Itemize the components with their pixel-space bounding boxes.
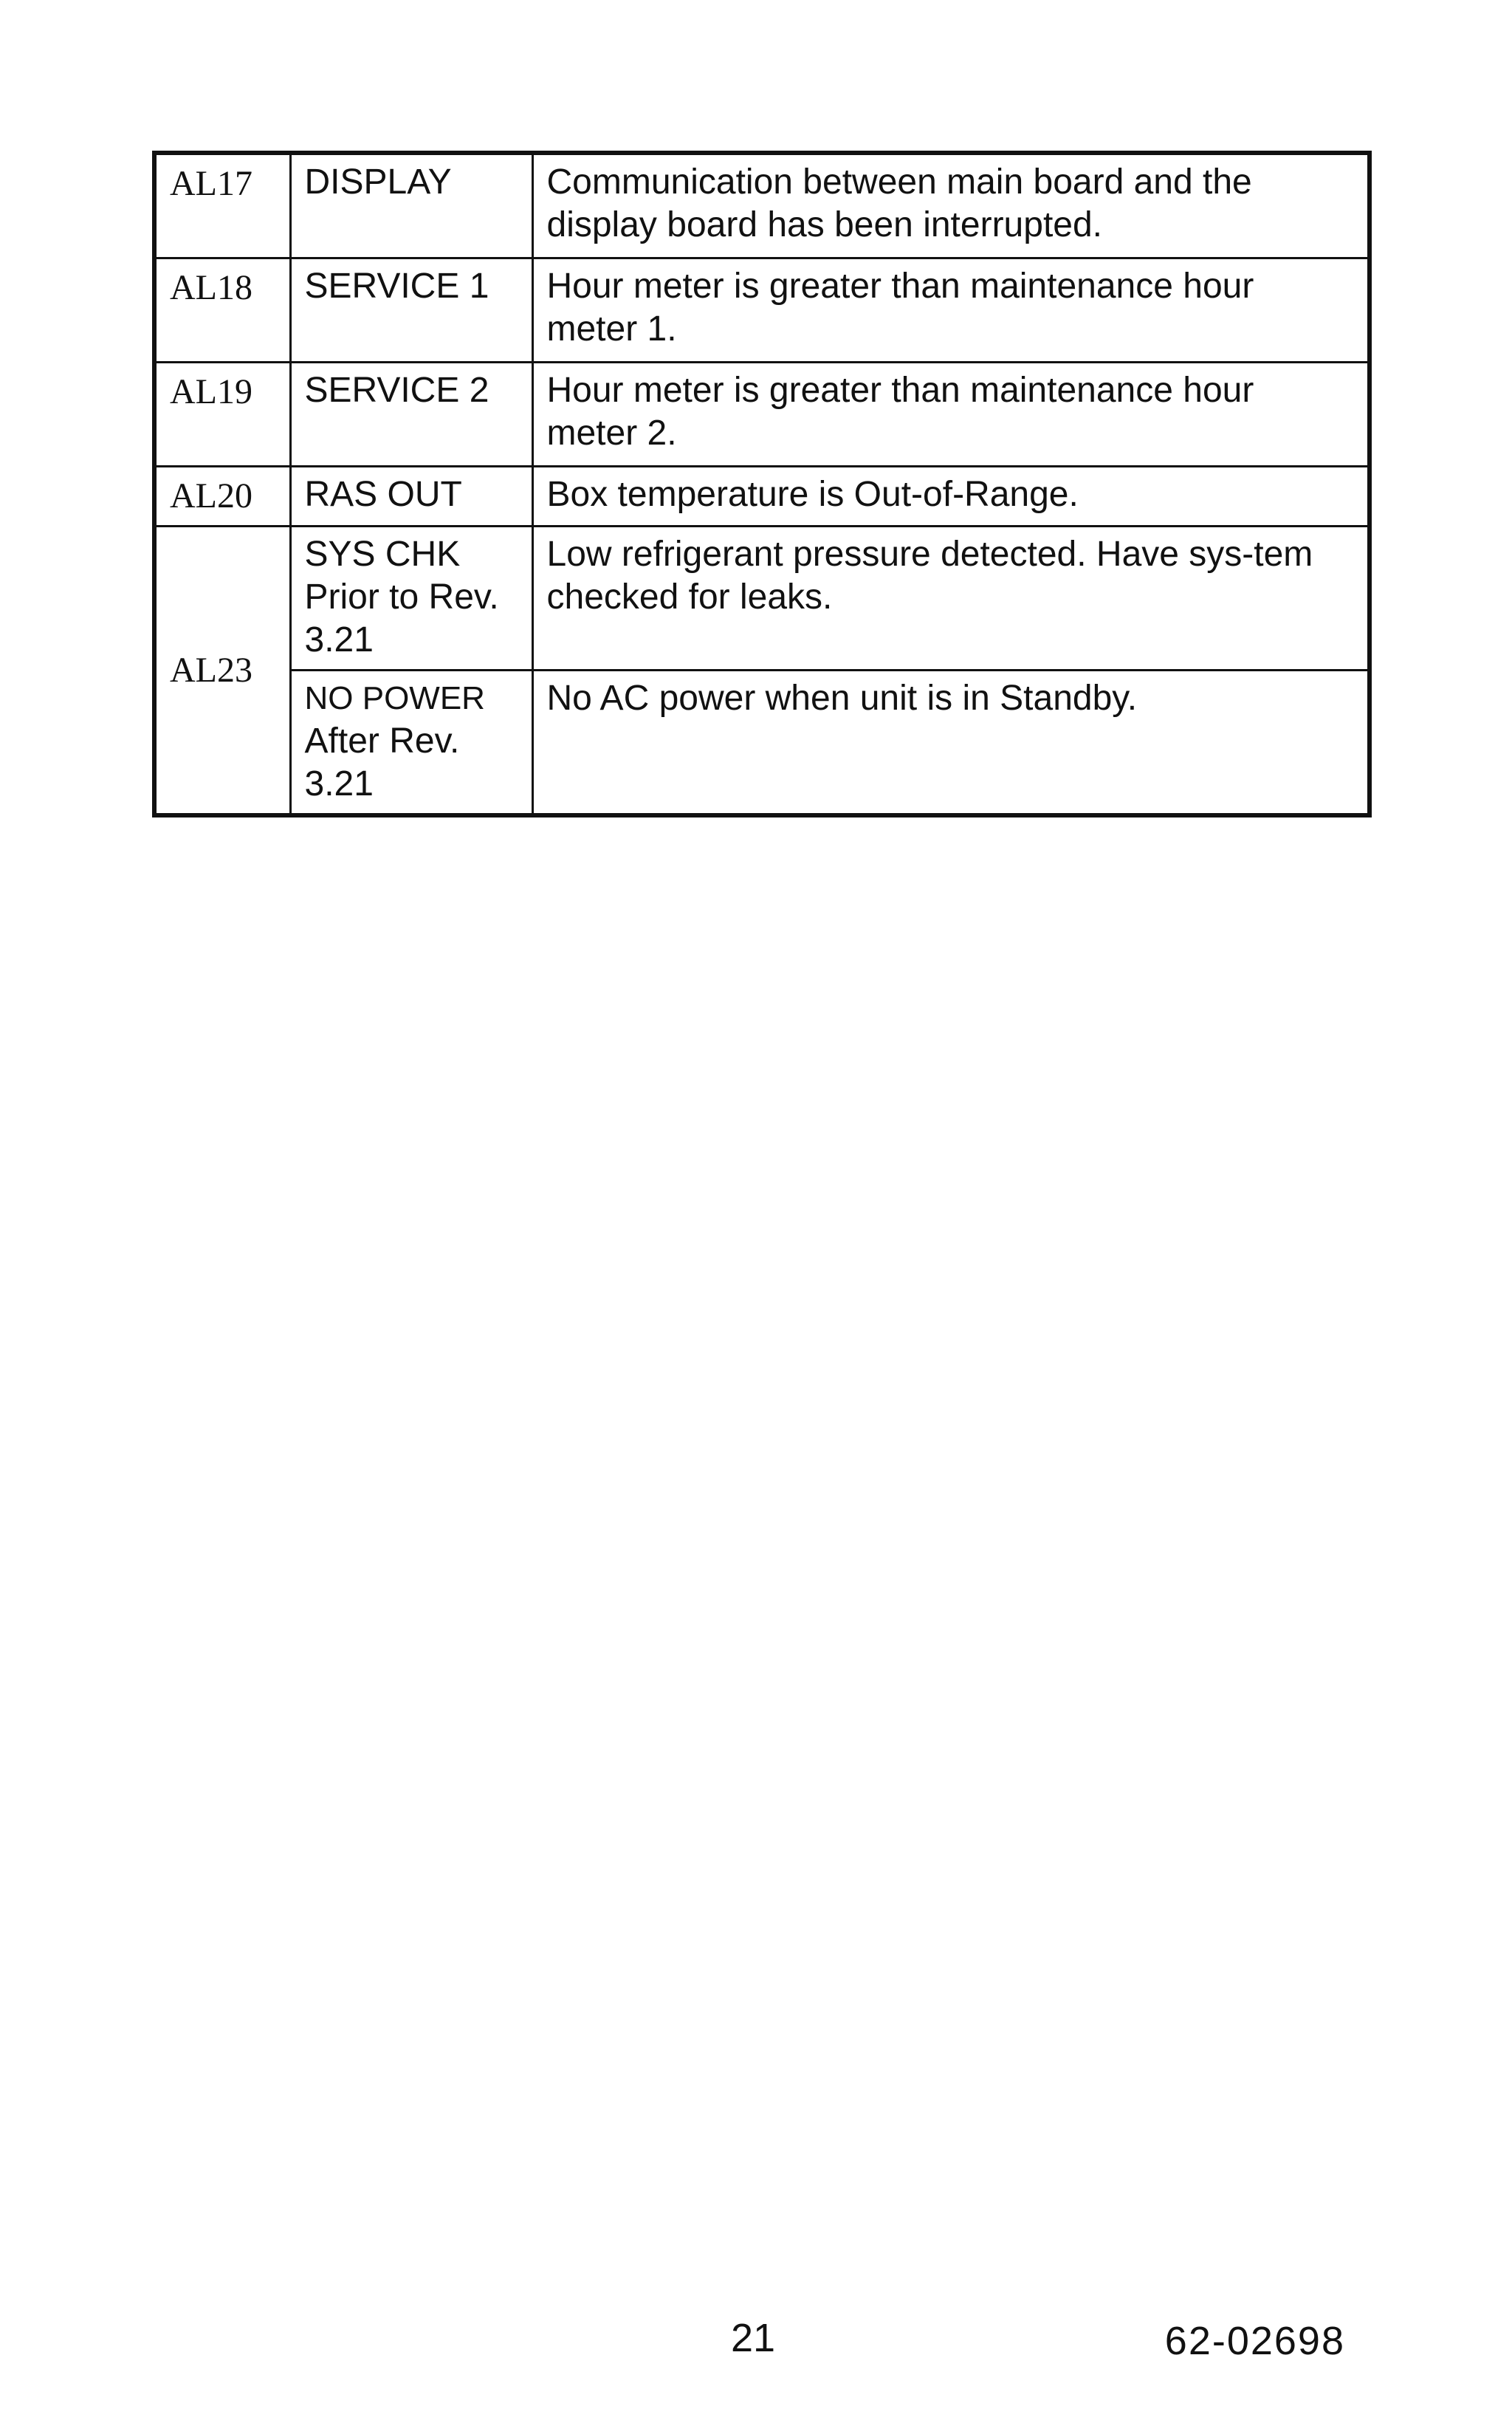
- table-row: [154, 258, 1370, 363]
- page-number: 21: [731, 2316, 776, 2360]
- alarm-display-line: Prior to Rev.: [304, 577, 499, 617]
- alarm-description: No AC power when unit is in Standby.: [532, 671, 1370, 816]
- alarm-display-line: NO POWER: [304, 680, 485, 716]
- table-row: [154, 467, 1370, 527]
- document-number: 62-02698: [1164, 2319, 1345, 2363]
- alarm-description: Hour meter is greater than maintenance hour meter 2.: [532, 363, 1370, 467]
- alarm-display: [290, 671, 532, 816]
- alarm-code: AL23: [154, 527, 290, 816]
- table-row: [154, 153, 1370, 258]
- alarm-description: Hour meter is greater than maintenance hour meter 1.: [532, 258, 1370, 363]
- alarm-display: SERVICE 1: [290, 258, 532, 363]
- alarm-display: [290, 527, 532, 671]
- alarm-display-line: 3.21: [304, 620, 374, 659]
- table-row: [154, 671, 1370, 816]
- alarm-display: RAS OUT: [290, 467, 532, 527]
- table-row: [154, 527, 1370, 671]
- alarm-description: Box temperature is Out-of-Range.: [532, 467, 1370, 527]
- table-row: [154, 363, 1370, 467]
- alarm-description: Low refrigerant pressure detected. Have sys-tem checked for leaks.: [532, 527, 1370, 671]
- alarm-code: AL20: [154, 467, 290, 527]
- alarm-code: AL19: [154, 363, 290, 467]
- alarm-table: [152, 151, 1372, 817]
- alarm-code: AL18: [154, 258, 290, 363]
- alarm-display-line: SYS CHK: [304, 535, 461, 574]
- alarm-display-line: 3.21: [304, 764, 374, 803]
- alarm-display: SERVICE 2: [290, 363, 532, 467]
- alarm-display-line: After Rev.: [304, 721, 460, 761]
- alarm-description: Communication between main board and the display board has been interrupted.: [532, 153, 1370, 258]
- alarm-code: AL17: [154, 153, 290, 258]
- alarm-display: DISPLAY: [290, 153, 532, 258]
